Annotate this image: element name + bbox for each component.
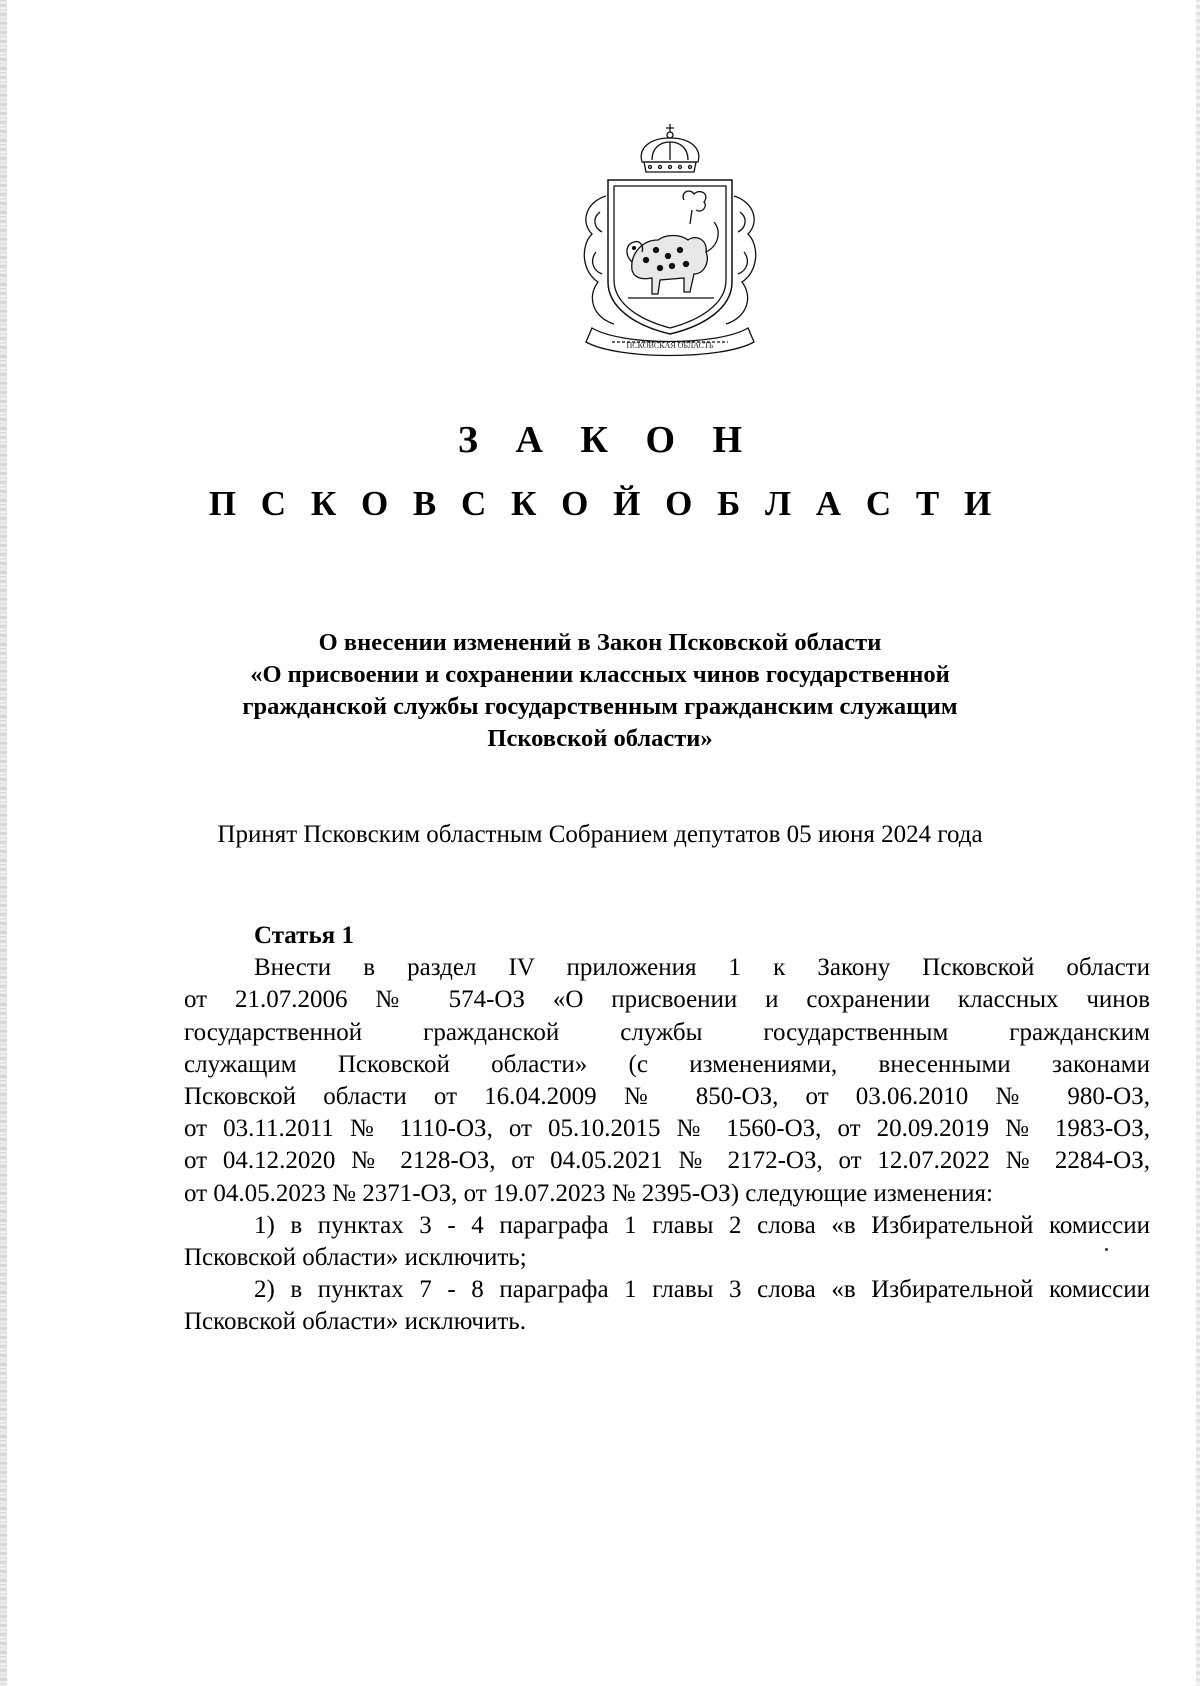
- amendment-item-2: [184, 1274, 1150, 1338]
- paragraph-line: Псковской области» исключить.: [184, 1308, 526, 1336]
- subject-line: О внесении изменений в Закон Псковской области: [318, 629, 882, 656]
- subject-line: Псковской области»: [487, 725, 713, 752]
- paragraph-line: Псковской области от 16.04.2009 № 850-ОЗ, от 03.06.2010 № 980-ОЗ,: [184, 1083, 1150, 1111]
- paragraph-line: Внести в раздел IV приложения 1 к Закону Псковской области: [254, 954, 1150, 982]
- scan-speck: [1105, 1248, 1108, 1251]
- article-intro-paragraph: [184, 952, 1150, 1210]
- paragraph-line: государственной гражданской службы государственным гражданским: [184, 1018, 1150, 1046]
- pskov-oblast-coat-of-arms-icon: [572, 122, 768, 362]
- paragraph-line: от 04.12.2020 № 2128-ОЗ, от 04.05.2021 № 2172-ОЗ, от 12.07.2022 № 2284-ОЗ,: [184, 1147, 1150, 1175]
- article-1: [184, 920, 1150, 1339]
- amendment-item-1: [184, 1210, 1150, 1274]
- document-type-title: З А К О Н: [457, 419, 757, 461]
- emblem-ribbon-text: ПСКОВСКАЯ ОБЛАСТЬ: [626, 341, 714, 350]
- article-heading: Статья 1: [254, 922, 354, 949]
- paragraph-line: 2) в пунктах 7 - 8 параграфа 1 главы 3 слова «в Избирательной комиссии: [254, 1276, 1150, 1304]
- law-subject-title: [180, 627, 1020, 755]
- paragraph-line: служащим Псковской области» (с изменениями, внесенными законами: [184, 1050, 1150, 1078]
- adoption-statement: Принят Псковским областным Собранием депутатов 05 июня 2024 года: [217, 821, 983, 848]
- subject-line: гражданской службы государственным гражданским служащим: [242, 693, 958, 720]
- subject-line: «О присвоении и сохранении классных чинов государственной: [250, 661, 950, 688]
- paragraph-line: от 04.05.2023 № 2371-ОЗ, от 19.07.2023 № 2395-ОЗ) следующие изменения:: [184, 1179, 993, 1207]
- region-title: П С К О В С К О Й О Б Л А С Т И: [208, 484, 1000, 523]
- paragraph-line: 1) в пунктах 3 - 4 параграфа 1 главы 2 слова «в Избирательной комиссии: [254, 1211, 1150, 1239]
- paragraph-line: от 03.11.2011 № 1110-ОЗ, от 05.10.2015 № 1560-ОЗ, от 20.09.2019 № 1983-ОЗ,: [184, 1115, 1150, 1143]
- paragraph-line: от 21.07.2006 № 574-ОЗ «О присвоении и сохранении классных чинов: [184, 986, 1150, 1014]
- paragraph-line: Псковской области» исключить;: [184, 1244, 527, 1272]
